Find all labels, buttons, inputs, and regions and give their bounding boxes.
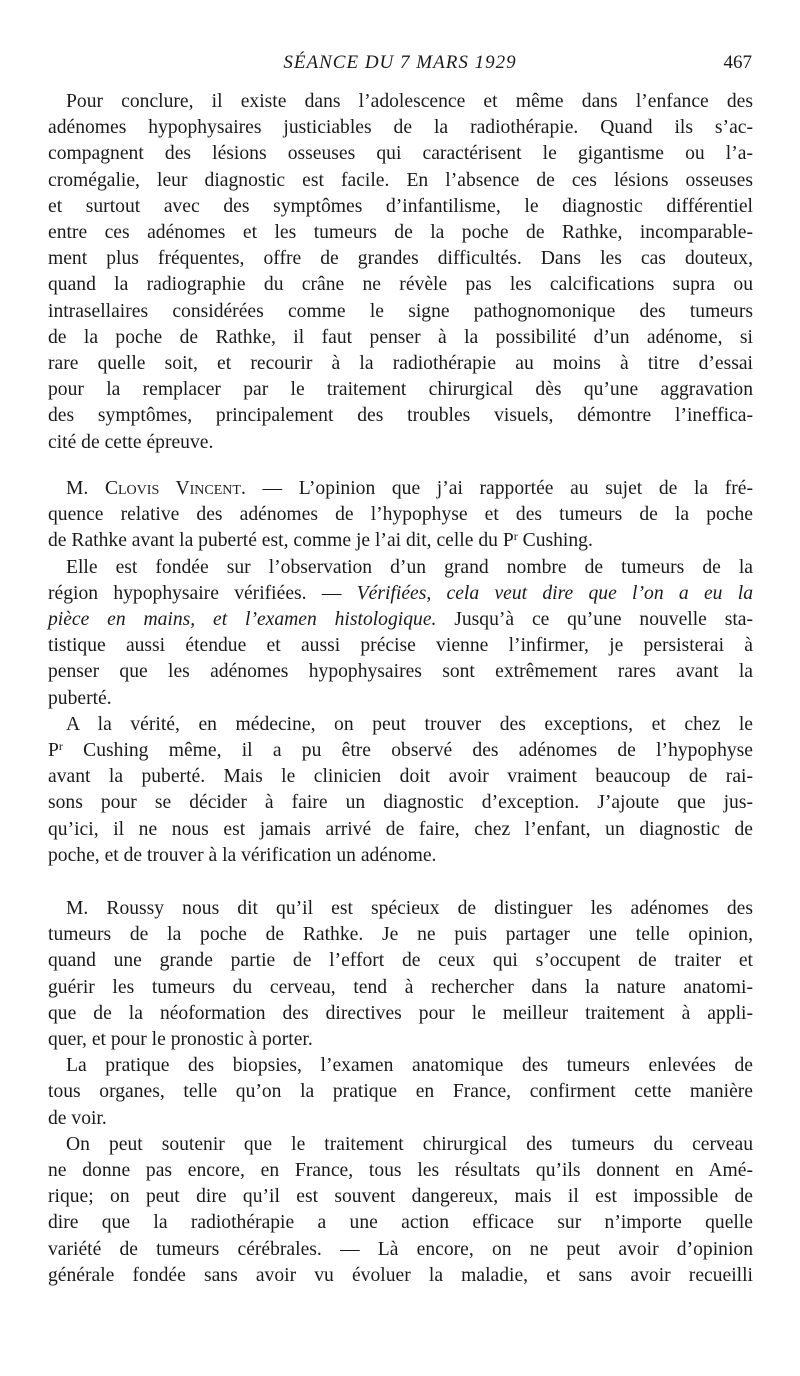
text-line: compagnent des lésions osseuses qui caractérisent le gigantisme ou l’a-	[48, 143, 753, 165]
text-line: Elle est fondée sur l’observation d’un grand nombre de tumeurs de la	[66, 556, 753, 578]
text-line: générale fondée sans avoir vu évoluer la maladie, et sans avoir recueilli	[48, 1264, 753, 1286]
text-line: tistique aussi étendue et aussi précise vienne l’infirmer, je persisterai à	[48, 635, 753, 657]
text-line: et surtout avec des symptômes d’infantilisme, le diagnostic différentiel	[48, 195, 753, 217]
text-line: de la poche de Rathke, il faut penser à la possibilité d’un adénome, si	[48, 326, 753, 348]
text-line: cité de cette épreuve.	[48, 431, 214, 453]
text-line: tumeurs de la poche de Rathke. Je ne puis partager une telle opinion,	[48, 924, 753, 946]
page-number: 467	[723, 52, 752, 73]
text-line: avant la puberté. Mais le clinicien doit avoir vraiment beaucoup de rai-	[48, 766, 753, 788]
running-title: SÉANCE DU 7 MARS 1929	[283, 52, 517, 73]
text-line: de Rathke avant la puberté est, comme je l’ai dit, celle du $P^r$ Cushing.	[48, 529, 593, 552]
text-line: penser que les adénomes hypophysaires sont extrêmement rares avant la	[48, 661, 753, 683]
text-line: qu’ici, il ne nous est jamais arrivé de faire, chez l’enfant, un diagnostic de	[48, 818, 753, 840]
text-line: entre ces adénomes et les tumeurs de la poche de Rathke, incomparable-	[48, 222, 753, 244]
paragraph-clovis-vincent	[48, 476, 753, 869]
text-line: ment plus fréquentes, offre de grandes difficultés. Dans les cas douteux,	[48, 248, 753, 270]
text-line: cromégalie, leur diagnostic est facile. En l’absence de ces lésions osseuses	[48, 169, 753, 191]
text-line: Pour conclure, il existe dans l’adolescence et même dans l’enfance des	[66, 91, 753, 112]
text-line: quence relative des adénomes de l’hypophyse et des tumeurs de la poche	[48, 504, 753, 526]
text-line: région hypophysaire vérifiées. — Vérifiées, cela veut dire que l’on a eu la	[48, 582, 753, 604]
paragraph-roussy-reply	[48, 896, 753, 1289]
text-line: sons pour se décider à faire un diagnostic d’exception. J’ajoute que jus-	[48, 792, 753, 814]
text-line: ne donne pas encore, en France, tous les résultats qu’ils donnent en Amé-	[48, 1160, 753, 1182]
text-line: quand une grande partie de l’effort de ceux qui s’occupent de traiter et	[48, 950, 753, 972]
text-line: des symptômes, principalement des troubles visuels, démontre l’ineffica-	[48, 405, 753, 427]
text-line: pour la remplacer par le traitement chirurgical dès qu’une aggravation	[48, 379, 753, 401]
paragraph-conclusion	[48, 89, 753, 456]
text-line: rique; on peut dire qu’il est souvent dangereux, mais il est impossible de	[48, 1186, 753, 1208]
text-line: quand la radiographie du crâne ne révèle pas les calcifications supra ou	[48, 274, 753, 296]
text-line: M. Roussy nous dit qu’il est spécieux de distinguer les adénomes des	[66, 898, 753, 919]
text-line: puberté.	[48, 687, 112, 709]
text-line: pièce en mains, et l’examen histologique. Jusqu’à ce qu’une nouvelle sta-	[48, 609, 754, 631]
text-line: que de la néoformation des directives pour le meilleur traitement à appli-	[48, 1002, 753, 1024]
text-line: La pratique des biopsies, l’examen anatomique des tumeurs enlevées de	[66, 1055, 753, 1077]
text-line: poche, et de trouver à la vérification un adénome.	[48, 844, 437, 866]
text-line: $P^r$ Cushing même, il a pu être observé des adénomes de l’hypophyse	[48, 739, 753, 762]
text-line: rare quelle soit, et recourir à la radiothérapie au moins à titre d’essai	[48, 353, 753, 375]
text-line: adénomes hypophysaires justiciables de la radiothérapie. Quand ils s’ac-	[48, 117, 753, 139]
text-line: quer, et pour le pronostic à porter.	[48, 1029, 313, 1051]
text-line: tous organes, telle qu’on la pratique en France, confirment cette manière	[48, 1081, 753, 1103]
speaker-name: M. Clovis Vincent.	[66, 478, 246, 499]
text-line: intrasellaires considérées comme le signe pathognomonique des tumeurs	[48, 300, 753, 322]
text-line: A la vérité, en médecine, on peut trouver des exceptions, et chez le	[66, 713, 753, 735]
text-line: guérir les tumeurs du cerveau, tend à rechercher dans la nature anatomi-	[48, 976, 753, 998]
text-line: On peut soutenir que le traitement chirurgical des tumeurs du cerveau	[66, 1133, 753, 1155]
text-line: dire que la radiothérapie a une action efficace sur n’importe quelle	[48, 1212, 753, 1234]
text-line: M. Clovis Vincent. — L’opinion que j’ai rapportée au sujet de la fré-	[66, 478, 753, 499]
text-line: de voir.	[48, 1107, 107, 1129]
text-line: variété de tumeurs cérébrales. — Là encore, on ne peut avoir d’opinion	[48, 1238, 753, 1260]
running-header	[48, 48, 752, 78]
